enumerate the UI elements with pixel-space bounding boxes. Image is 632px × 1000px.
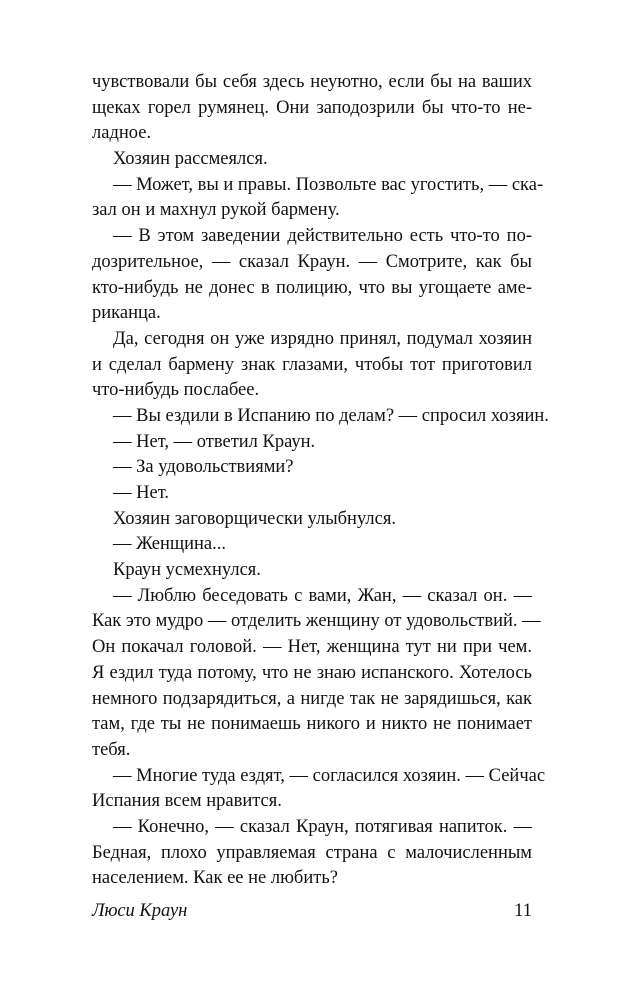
body-text (92, 70, 549, 892)
text-line: зал он и махнул рукой бармену. (92, 200, 340, 221)
text-line: чувствовали бы себя здесь неуютно, если бы на ваших (92, 72, 532, 92)
text-line: кто-нибудь не донес в полицию, что вы угощаете аме- (92, 277, 532, 298)
text-line: что-нибудь послабее. (92, 380, 260, 401)
page-number: 11 (514, 901, 532, 921)
text-line: — Вы ездили в Испанию по делам? — спросил хозяин. (113, 405, 549, 426)
text-line: — Люблю беседовать с вами, Жан, — сказал он. — (113, 585, 532, 606)
text-line: дозрительное, — сказал Краун. — Смотрите, как бы (92, 251, 532, 272)
text-line: — Нет, — ответил Краун. (113, 431, 316, 452)
text-line: Хозяин рассмеялся. (113, 149, 268, 170)
text-line: Хозяин заговорщически улыбнулся. (113, 508, 396, 529)
page-footer (92, 897, 532, 925)
text-line: Краун усмехнулся. (113, 560, 261, 581)
text-line: немного подзарядиться, а нигде так не зарядишься, как (92, 688, 532, 709)
text-line: — Нет. (113, 483, 170, 503)
running-title: Люси Краун (92, 901, 188, 921)
text-line: щеках горел румянец. Они заподозрили бы что-то не- (92, 97, 532, 118)
text-line: — Женщина... (113, 534, 227, 555)
text-line: ладное. (92, 123, 152, 144)
text-line: Бедная, плохо управляемая страна с малочисленным (92, 842, 532, 863)
text-line: Испания всем нравится. (92, 791, 282, 812)
text-line: риканца. (92, 303, 161, 324)
text-line: и сделал бармену знак глазами, чтобы тот приготовил (92, 354, 532, 375)
text-line: там, где ты не понимаешь никого и никто не понимает (92, 714, 532, 735)
text-line: Как это мудро — отделить женщину от удовольствий. — (92, 611, 541, 632)
text-line: — В этом заведении действительно есть что-то по- (113, 226, 532, 247)
text-line: Я ездил туда потому, что не знаю испанского. Хотелось (92, 662, 532, 683)
text-line: — За удовольствиями? (113, 457, 294, 478)
text-line: Он покачал головой. — Нет, женщина тут ни при чем. (92, 637, 532, 658)
text-line: Да, сегодня он уже изрядно принял, подумал хозяин (113, 328, 532, 349)
text-line: — Может, вы и правы. Позвольте вас угостить, — ска- (113, 174, 544, 195)
text-line: населением. Как ее не любить? (92, 868, 338, 889)
text-line: — Конечно, — сказал Краун, потягивая напиток. — (113, 816, 532, 837)
text-line: — Многие туда ездят, — согласился хозяин. — Сейчас (113, 765, 546, 786)
text-line: тебя. (92, 739, 131, 760)
